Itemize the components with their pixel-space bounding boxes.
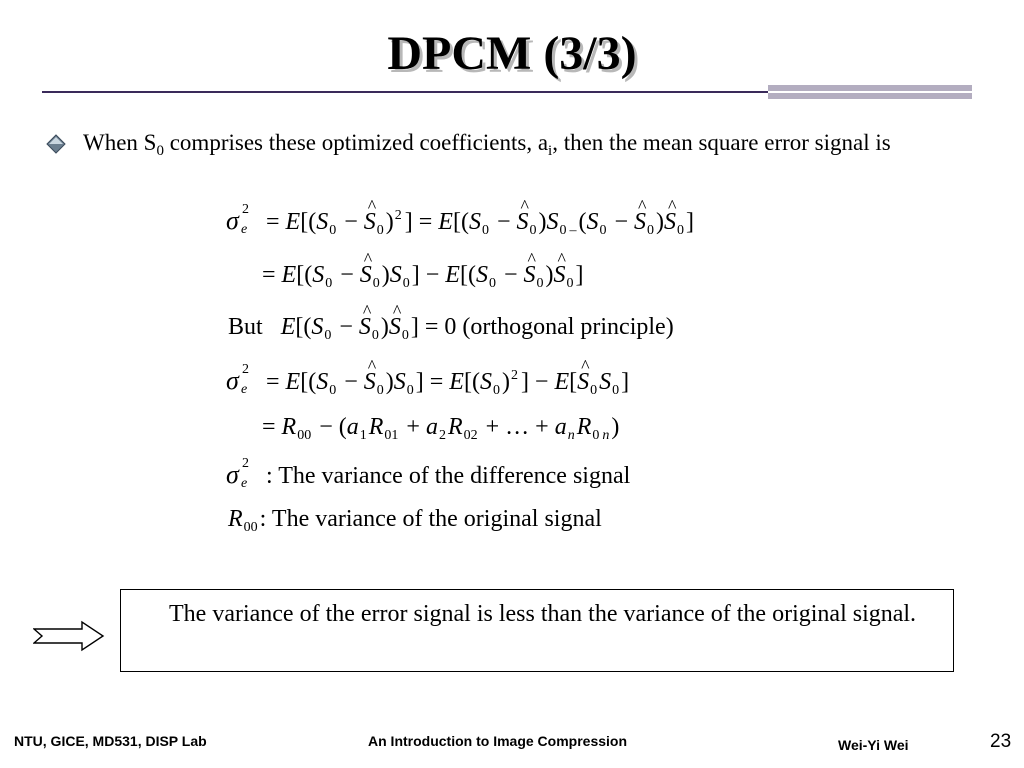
slide-title: DPCM (3/3) [387,27,637,80]
definition-variance-original: $R_{00}$: The variance of the original signal [228,506,602,535]
equation-mse-line1: σ 2 e = $E[(S_0$ − ^ $S_0)^2$ ] = $E[(S_0$ − ^ $S_0)S_0$ $_-(S_0$ − ^ $S_0)\^{}$ $S_0$] [226,206,694,236]
footer-author: Wei-Yi Wei [838,737,909,753]
page-number: 23 [990,731,1012,752]
variance-original-label: The variance of the original signal [271,506,602,532]
equation-mse-line2: = $E[(S_0$ − ^ $S_0)S_0] - E[(S_0$ − ^ $S_0)\^{}$ $S_0$] [262,262,583,289]
but-label: But [228,314,263,340]
footer-center: An Introduction to Image Compression [368,733,628,749]
equation-mse-line3: σ 2 e = $E[(S_0$ − ^ $S_0)S_0] = E[(S_0)^2$ ] − E[^ $S_0S_0$] [226,366,629,396]
diamond-bullet-icon [46,134,66,154]
equation-orthogonal: But $E[(S_0$ − ^ $S_0)\^{}$ $S_0] = 0$ (orthogonal principle) [228,314,674,341]
title-underline [42,91,768,93]
variance-difference-label: The variance of the difference signal [278,463,631,489]
orthogonal-label: (orthogonal principle) [462,314,674,340]
implies-arrow-icon [33,620,105,652]
footer-left: NTU, GICE, MD531, DISP Lab [14,733,207,749]
title-accent-bar [768,85,972,91]
definition-variance-difference: σ 2 e : The variance of the difference signal [226,456,631,491]
conclusion-box [120,589,954,672]
title-accent-bar [768,93,972,99]
conclusion-text: The variance of the error signal is less than the variance of the original signal. [169,601,917,627]
bullet-text: When $S_0$ comprises these optimized coefficients, $a_i$, then the mean square error signal is [83,130,891,159]
equation-mse-line4: = $R_{00} - (a_1R_{01} + a_2R_{02}$ + … + $a_nR_0$ $_n$) [262,414,620,443]
